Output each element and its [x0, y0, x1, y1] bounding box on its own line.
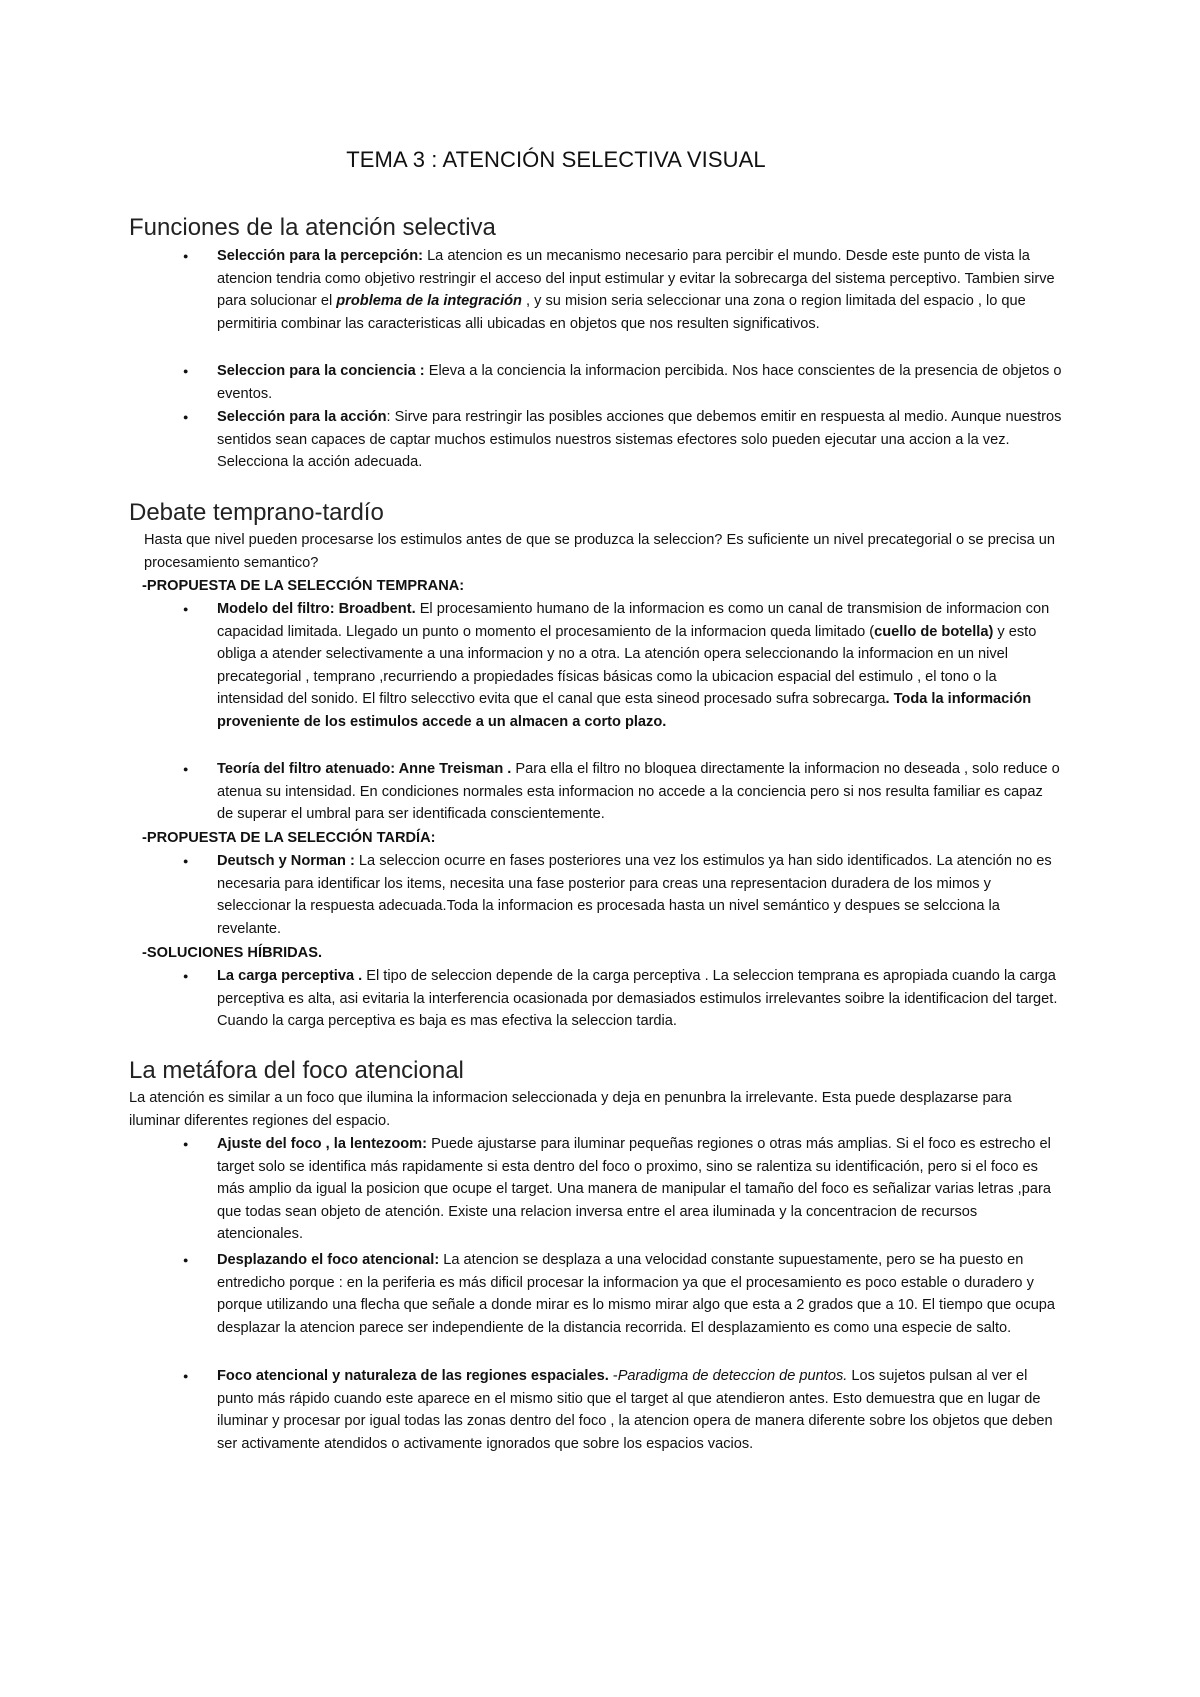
- item-text: -: [608, 1368, 618, 1384]
- list-item: [217, 360, 1062, 405]
- item-label: Modelo del filtro: Broadbent.: [217, 601, 416, 617]
- item-text: y esto obliga a atender selectivamente a una informacion y no a otra. La atención opera seleccionando la informacion en un nivel precategorial , temprano ,recurriendo a propiedades físicas básicas como la ubicacion espacial del estimulo , el tono o la intensidad del sonido. El filtro selecctivo evita que el canal que esta sineod procesado sufra sobrecarga: [217, 623, 1037, 708]
- document-title: TEMA 3 : ATENCIÓN SELECTIVA VISUAL: [346, 147, 766, 172]
- subheading-tardia: -PROPUESTA DE LA SELECCIÓN TARDÍA:: [142, 830, 436, 846]
- section-heading-metafora: La metáfora del foco atencional: [129, 1057, 464, 1084]
- item-text: Los sujetos pulsan al ver el punto más rápido cuando este aparece en el mismo sitio que el target al que atendieron antes. Esto demuestra que en lugar de iluminar y procesar por igual todas las zonas dentro del foco , la atencion opera de manera diferente sobre los objetos que deben ser activamente atendidos o activamente ignorados que sobre los espacios vacios.: [217, 1368, 1053, 1452]
- item-label: Foco atencional y naturaleza de las regiones espaciales.: [217, 1368, 609, 1384]
- item-bold-text: cuello de botella): [874, 623, 994, 640]
- item-label: Selección para la acción: [217, 409, 387, 425]
- item-text: El procesamiento humano de la informacion es como un canal de transmision de informacion con capacidad limitada. Llegado un punto o momento el procesamiento de la informacion queda limitado (: [217, 601, 1050, 640]
- item-label: Desplazando el foco atencional:: [217, 1252, 440, 1268]
- item-label: Deutsch y Norman :: [217, 853, 355, 869]
- item-emphasis: Paradigma de deteccion de puntos.: [617, 1368, 848, 1384]
- subheading-temprana: -PROPUESTA DE LA SELECCIÓN TEMPRANA:: [142, 578, 465, 594]
- list-item: [217, 1365, 1062, 1455]
- item-text: : Sirve para restringir las posibles acciones que debemos emitir en respuesta al medio. Aunque nuestros sentidos sean capaces de captar muchos estimulos nuestros sistemas efectores solo pueden ejecutar una accion a la vez. Selecciona la acción adecuada.: [217, 409, 1062, 471]
- list-item: [217, 598, 1062, 734]
- item-text: El tipo de seleccion depende de la carga perceptiva . La seleccion temprana es apropiada cuando la carga perceptiva es alta, asi evitaria la interferencia ocasionada por demasiados estimulos irrelevantes soibre la identificacion del target. Cuando la carga perceptiva es baja es mas efectiva la seleccion tardia.: [217, 968, 1058, 1030]
- item-label: Teoría del filtro atenuado: Anne Treisman .: [217, 761, 512, 777]
- section-heading-debate: Debate temprano-tardío: [129, 499, 384, 526]
- section-intro: La atención es similar a un foco que ilumina la informacion seleccionada y deja en penunbra la irrelevante. Esta puede desplazarse para iluminar diferentes regiones del espacio.: [129, 1090, 1012, 1129]
- list-item: [217, 965, 1062, 1033]
- item-text: Eleva a la conciencia la informacion percibida. Nos hace conscientes de la presencia de objetos o eventos.: [217, 363, 1062, 402]
- item-label: Ajuste del foco , la lentezoom:: [217, 1136, 428, 1152]
- item-emphasis: problema de la integración: [336, 293, 522, 310]
- list-item: [217, 850, 1062, 940]
- item-bold-text: . Toda la información proveniente de los estimulos accede a un almacen a corto plazo.: [217, 691, 1032, 730]
- subheading-hibridas: -SOLUCIONES HÍBRIDAS.: [142, 945, 322, 961]
- item-text: , y su mision seria seleccionar una zona o region limitada del espacio , lo que permitiria combinar las caracteristicas alli ubicadas en objetos que nos resulten significativos.: [217, 293, 1026, 332]
- section-heading-funciones: Funciones de la atención selectiva: [129, 214, 496, 241]
- list-item: [217, 1133, 1062, 1246]
- list-item: [217, 406, 1062, 474]
- item-text: La atencion se desplaza a una velocidad constante supuestamente, pero se ha puesto en entredicho porque : en la periferia es más dificil procesar la informacion ya que el procesamiento es poco estable o duradero y porque utilizando una flecha que señale a donde mirar es lo mismo mirar algo que esta a 2 grados que a 10. El tiempo que ocupa desplazar la atencion parece ser independiente de la distancia recorrida. El desplazamiento es como una especie de salto.: [217, 1252, 1056, 1336]
- item-text: Para ella el filtro no bloquea directamente la informacion no deseada , solo reduce o atenua su intensidad. En condiciones normales esta informacion no accede a la conciencia pero si nos resulta familiar es capaz de superar el umbral para ser identificada conscientemente.: [217, 761, 1060, 823]
- item-text: La seleccion ocurre en fases posteriores una vez los estimulos ya han sido identificados. La atención no es necesaria para identificar los items, necesita una fase posterior para creas una representacion duradera de los mimos y seleccionar la respuesta adecuada.Toda la informacion es procesada hasta un nivel semántico y despues se selcciona la revelante.: [217, 853, 1052, 937]
- list-item: [217, 758, 1062, 826]
- item-label: Seleccion para la conciencia :: [217, 363, 425, 379]
- list-item: [217, 245, 1062, 335]
- item-label: Selección para la percepción:: [217, 248, 424, 264]
- list-item: [217, 1249, 1062, 1339]
- item-text: La atencion es un mecanismo necesario para percibir el mundo. Desde este punto de vista la atencion tendria como objetivo restringir el acceso del input estimular y evitar la sobrecarga del sistema perceptivo. Tambien sirve para solucionar el: [217, 248, 1055, 310]
- item-label: La carga perceptiva .: [217, 968, 363, 984]
- item-text: Puede ajustarse para iluminar pequeñas regiones o otras más amplias. Si el foco es estrecho el target solo se identifica más rapidamente si esta dentro del foco o proximo, sino se ralentiza su identificación, pero si el foco es más amplio da igual la posicion que ocupe el target. Una manera de manipular el tamaño del foco es señalizar varias letras ,para que todas sean objeto de atención. Existe una relacion inversa entre el area iluminada y la concentracion de recursos atencionales.: [217, 1136, 1051, 1243]
- section-intro: Hasta que nivel pueden procesarse los estimulos antes de que se produzca la seleccion? Es suficiente un nivel precategorial o se precisa un procesamiento semantico?: [144, 532, 1056, 571]
